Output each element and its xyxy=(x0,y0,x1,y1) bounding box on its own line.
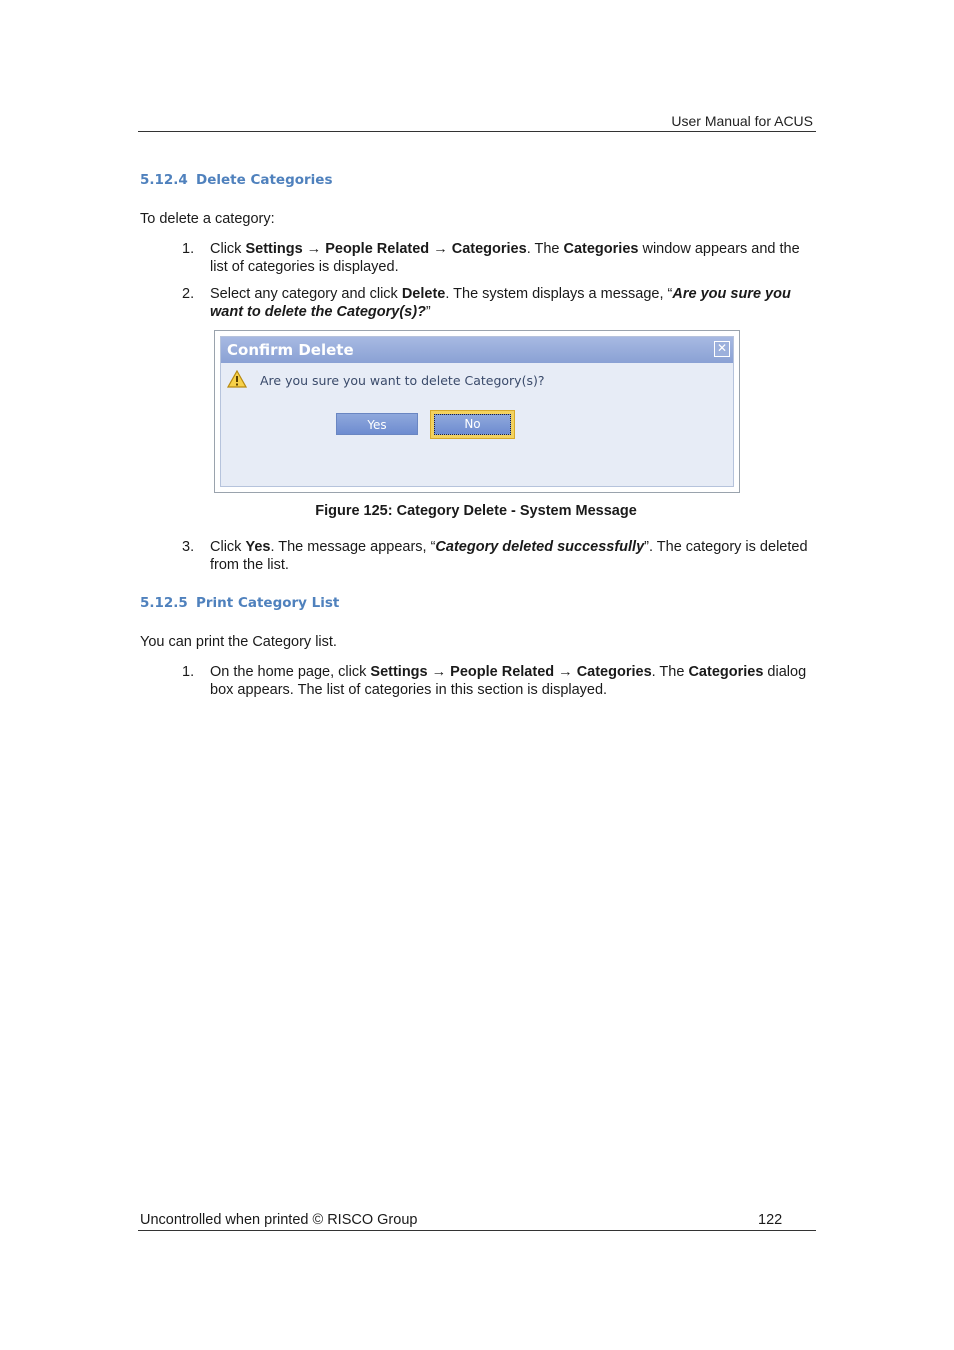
list-item xyxy=(182,538,812,574)
list-item xyxy=(182,285,812,321)
figure-caption: Figure 125: Category Delete - System Message xyxy=(315,503,637,519)
section-title: Delete Categories xyxy=(196,172,333,188)
yes-button[interactable]: Yes xyxy=(336,413,418,435)
running-header: User Manual for ACUS xyxy=(671,113,813,129)
dialog-message: Are you sure you want to delete Category(s)? xyxy=(260,373,545,388)
section-number: 5.12.5 xyxy=(140,595,188,611)
no-button[interactable]: No xyxy=(434,414,511,435)
step-number: 1. xyxy=(182,664,195,680)
step-text: Click Settings → People Related → Categories. The Categories window appears and the list of categories is displayed. xyxy=(210,241,800,275)
step-text: Select any category and click Delete. The system displays a message, “Are you sure you want to delete the Category(s)?” xyxy=(210,286,791,320)
page-number: 122 xyxy=(758,1212,783,1228)
footer-rule xyxy=(138,1230,816,1231)
step-text: Click Yes. The message appears, “Category deleted successfully”. The category is deleted from the list. xyxy=(210,539,808,573)
list-item xyxy=(182,240,812,276)
no-button-focus-ring[interactable] xyxy=(430,410,515,439)
list-item xyxy=(182,663,812,699)
section-heading-delete-categories xyxy=(140,172,333,188)
footer-copyright: Uncontrolled when printed © RISCO Group xyxy=(140,1212,418,1228)
dialog-titlebar xyxy=(221,337,733,363)
step-number: 1. xyxy=(182,241,195,257)
dialog-title: Confirm Delete xyxy=(227,341,354,359)
intro-paragraph: You can print the Category list. xyxy=(140,634,337,650)
section-number: 5.12.4 xyxy=(140,172,188,188)
step-number: 3. xyxy=(182,539,195,555)
section-heading-print-category-list xyxy=(140,595,339,611)
confirm-delete-dialog xyxy=(220,336,734,487)
section-title: Print Category List xyxy=(196,595,340,611)
close-icon[interactable]: ✕ xyxy=(714,341,730,357)
step-text: On the home page, click Settings → People Related → Categories. The Categories dialog box appears. The list of categories in this section is displayed. xyxy=(210,664,807,698)
step-number: 2. xyxy=(182,286,195,302)
header-rule xyxy=(138,131,816,132)
warning-icon xyxy=(227,370,247,388)
intro-paragraph: To delete a category: xyxy=(140,211,275,227)
